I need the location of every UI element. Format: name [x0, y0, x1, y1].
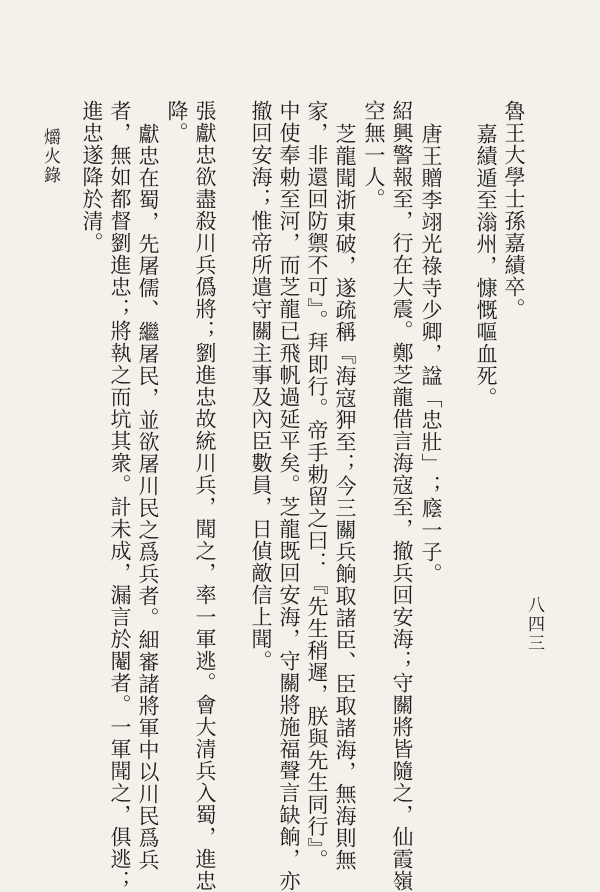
text-column-11: 降。 — [165, 100, 189, 144]
text-column-9: 撤回安海；惟帝所遣守關主事及內臣數員，日偵敵信上聞。 — [249, 100, 273, 672]
text-column-8: 中使奉勅至河，而芝龍已飛帆過延平矣。芝龍既回安海，守關將施福聲言缺餉，亦 — [277, 100, 301, 892]
text-column-2: 嘉績遁至滃州，慷慨嘔血死。 — [474, 123, 498, 409]
text-column-14: 進忠遂降於清。 — [80, 100, 104, 254]
page-number: 八四三 — [524, 596, 544, 653]
text-column-3: 唐王贈李翊光祿寺少卿，諡「忠壯」；廕一子。 — [419, 123, 443, 585]
text-column-13: 者，無如都督劉進忠；將執之而坑其衆。計未成，漏言於閹者。一軍聞之，俱逃； — [108, 100, 132, 892]
text-column-7: 家，非還回防禦不可』。拜即行。帝手勅留之曰：『先生稍遲，朕與先生同行』。 — [305, 100, 329, 871]
text-column-5: 空無一人。 — [362, 100, 386, 210]
text-column-10: 張獻忠欲盡殺川兵僞將；劉進忠故統川兵，聞之，率一軍逃。會大清兵入蜀，進忠 — [193, 100, 217, 892]
text-column-12: 獻忠在蜀，先屠儒、繼屠民，並欲屠川民之爲兵者。細審諸將軍中以川民爲兵 — [136, 123, 160, 871]
book-title: 爝火錄 — [40, 128, 60, 185]
text-column-1: 魯王大學士孫嘉績卒。 — [502, 100, 526, 320]
text-column-6: 芝龍聞浙東破，遂疏稱『海寇狎至；今三關兵餉取諸臣、臣取諸海，無海則無 — [333, 123, 357, 871]
text-column-4: 紹興警報至，行在大震。鄭芝龍借言海寇至，撤兵回安海；守關將皆隨之，仙霞嶺 — [390, 100, 414, 892]
